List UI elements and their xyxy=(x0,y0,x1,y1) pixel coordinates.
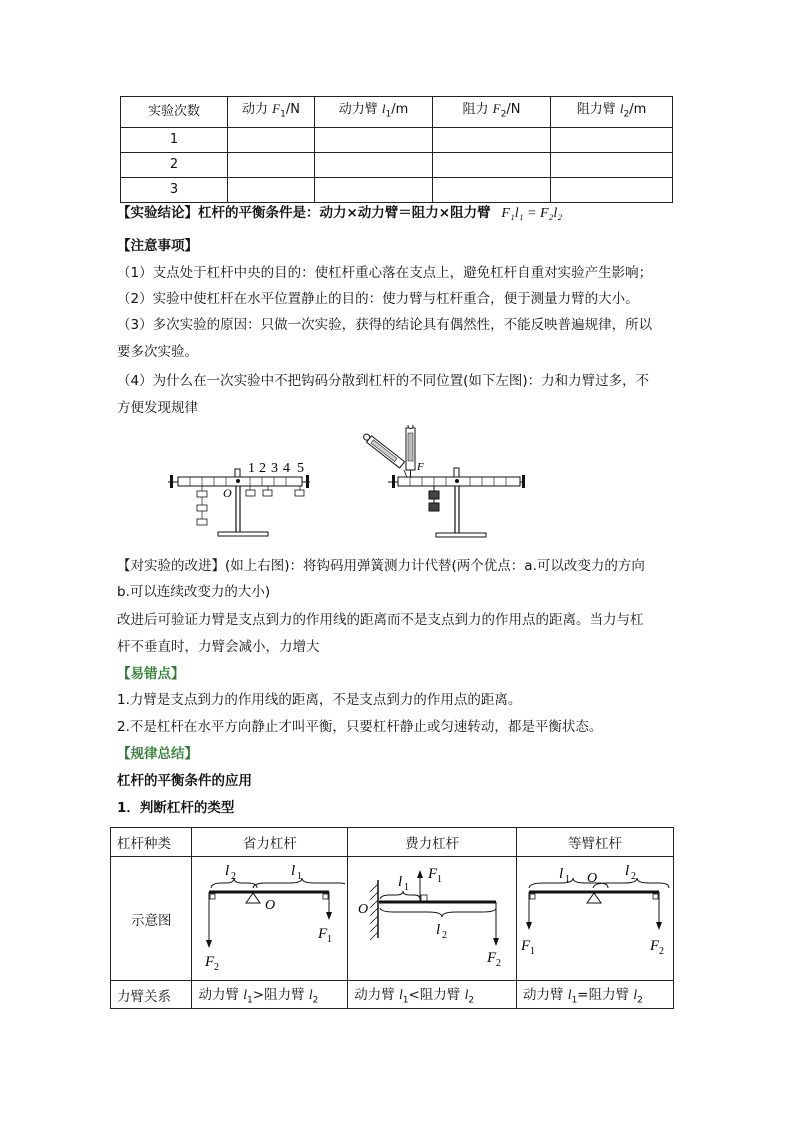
distance-saving-lever-diagram xyxy=(350,858,514,976)
header-l2: 阻力臂 $l_2/m$ xyxy=(551,97,673,128)
force-label: F xyxy=(521,937,531,954)
header-f1: 动力 $F_1/N$ xyxy=(228,97,315,128)
lever-figure-right xyxy=(360,425,530,540)
types-relation-row xyxy=(111,981,674,1009)
diagram-cell xyxy=(348,857,517,981)
note-item-4b: 方便发现规律 xyxy=(117,400,198,416)
trial-cell: 3 xyxy=(121,177,228,202)
improve-line-a: 【对实验的改进】(如上右图)：将钩码用弹簧测力计代替(两个优点：a.可以改变力的方向 xyxy=(117,558,645,574)
force-label: F xyxy=(204,953,215,970)
arm-label: l xyxy=(559,865,564,882)
position-number: 3 xyxy=(271,461,278,476)
diagram-cell xyxy=(192,857,348,981)
mistake-item-1: 1.力臂是支点到力的作用线的距离，不是支点到力的作用点的距离。 xyxy=(117,692,522,708)
note-item-4a: （4）为什么在一次实验中不把钩码分散到杠杆的不同位置(如下左图)：力和力臂过多，不 xyxy=(117,373,650,389)
mistakes-title: 【易错点】 xyxy=(117,666,185,682)
row-header-type: 杠杆种类 xyxy=(111,828,192,857)
trial-cell: 2 xyxy=(121,152,228,177)
col-equal-arm: 等臂杠杆 xyxy=(517,828,674,857)
svg-text:1: 1 xyxy=(530,945,535,957)
summary-title: 【规律总结】 xyxy=(117,746,198,762)
force-label: F xyxy=(487,949,497,966)
improve-line-d: 杆不垂直时，力臂会减小，力增大 xyxy=(117,639,320,655)
conclusion-line xyxy=(117,203,562,224)
table-header-row xyxy=(121,97,673,128)
svg-text:2: 2 xyxy=(496,957,502,969)
relation-cell: 动力臂 $l_1>$阻力臂 $l_2$ xyxy=(192,981,348,1009)
svg-text:1: 1 xyxy=(565,873,570,885)
summary-point-1: 1．判断杠杆的类型 xyxy=(117,800,235,816)
header-f2: 阻力 $F_2/N$ xyxy=(433,97,551,128)
note-item-2: （2）实验中使杠杆在水平位置静止的目的：使力臂与杠杆重合，便于测量力臂的大小。 xyxy=(117,291,639,307)
relation-cell: 动力臂 $l_1<$阻力臂 $l_2$ xyxy=(348,981,517,1009)
svg-text:2: 2 xyxy=(230,870,236,882)
force-saving-lever-diagram xyxy=(195,858,345,976)
mistake-item-2: 2.不是杠杆在水平方向静止才叫平衡，只要杠杆静止或匀速转动，都是平衡状态。 xyxy=(117,719,603,735)
position-number: 1 xyxy=(248,461,255,476)
note-item-1: （1）支点处于杠杆中央的目的：使杠杆重心落在支点上，避免杠杆自重对实验产生影响； xyxy=(117,265,653,281)
pivot-label: O xyxy=(223,486,232,500)
lever-figure-left xyxy=(160,450,320,540)
diagram-cell xyxy=(517,857,674,981)
svg-text:1: 1 xyxy=(437,873,443,885)
improve-line-c: 改进后可验证力臂是支点到力的作用线的距离而不是支点到力的作用点的距离。当力与杠 xyxy=(117,612,644,628)
table-row xyxy=(121,152,673,177)
experiment-table xyxy=(120,96,673,203)
arm-label: l xyxy=(398,873,403,890)
force-label: F xyxy=(317,925,328,942)
arm-label: l xyxy=(224,862,230,879)
position-number: 5 xyxy=(297,461,304,476)
conclusion-label: 【实验结论】杠杆的平衡条件是：动力×动力臂＝阻力×阻力臂 xyxy=(117,205,491,221)
note-item-3a: （3）多次实验的原因：只做一次实验，获得的结论具有偶然性，不能反映普遍规律，所以 xyxy=(117,317,653,333)
svg-text:2: 2 xyxy=(442,929,448,941)
force-label: F xyxy=(428,865,438,882)
equal-arm-lever-diagram xyxy=(517,858,673,976)
force-label: F xyxy=(417,461,424,473)
arm-label: l xyxy=(290,862,296,879)
table-row xyxy=(121,177,673,202)
force-label: F xyxy=(650,937,660,954)
row-header-diagram: 示意图 xyxy=(111,857,192,981)
header-trial: 实验次数 xyxy=(121,97,228,128)
svg-text:1: 1 xyxy=(296,870,302,882)
svg-text:2: 2 xyxy=(213,961,219,973)
pivot-label: O xyxy=(358,901,369,917)
trial-cell: 1 xyxy=(121,127,228,152)
svg-text:1: 1 xyxy=(326,933,332,945)
header-l1: 动力臂 $l_1/m$ xyxy=(315,97,433,128)
improve-line-b: b.可以连续改变力的大小) xyxy=(117,584,271,600)
relation-cell: 动力臂 $l_1=$阻力臂 $l_2$ xyxy=(517,981,674,1009)
table-row xyxy=(121,127,673,152)
svg-text:1: 1 xyxy=(404,881,410,893)
summary-subtitle: 杠杆的平衡条件的应用 xyxy=(117,773,252,789)
pivot-label: O xyxy=(264,897,275,913)
position-number: 4 xyxy=(283,461,290,476)
lever-types-table xyxy=(110,827,674,1009)
conclusion-formula: F₁l₁ = F₂l₂ xyxy=(501,206,563,221)
svg-text:2: 2 xyxy=(659,945,664,957)
pivot-label: O xyxy=(587,870,598,886)
col-force-saving: 省力杠杆 xyxy=(192,828,348,857)
col-distance-saving: 费力杠杆 xyxy=(348,828,517,857)
notes-title: 【注意事项】 xyxy=(117,238,198,254)
types-header-row xyxy=(111,828,674,857)
row-header-relation: 力臂关系 xyxy=(111,981,192,1009)
note-item-3b: 要多次实验。 xyxy=(117,344,198,360)
arm-label: l xyxy=(436,921,441,938)
arm-label: l xyxy=(625,862,630,879)
svg-text:2: 2 xyxy=(631,870,636,882)
position-number: 2 xyxy=(259,461,266,476)
types-diagram-row xyxy=(111,857,674,981)
